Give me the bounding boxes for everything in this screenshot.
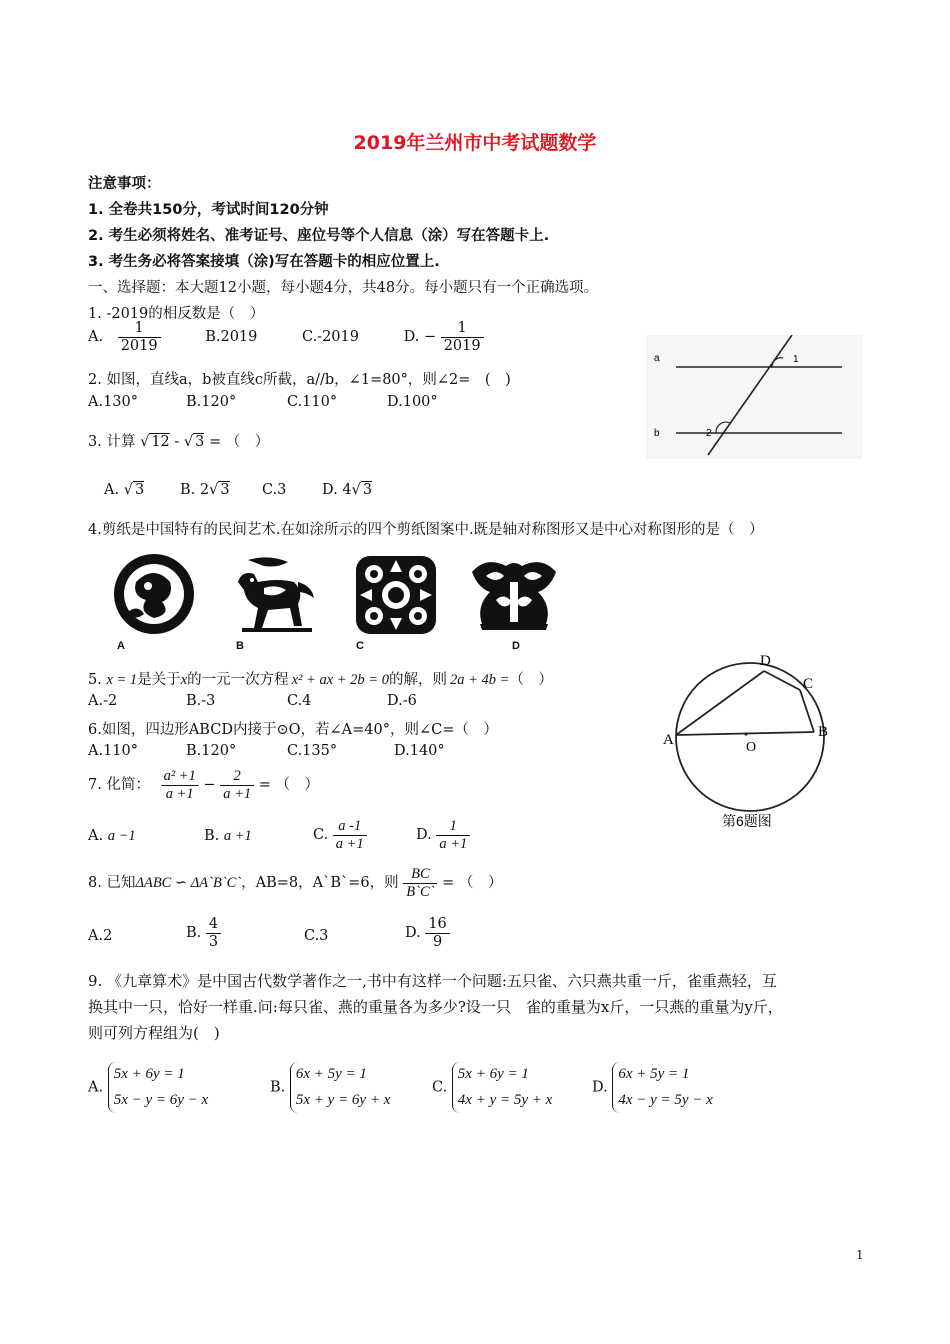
papercut-label-c: C: [356, 640, 364, 652]
q1-d-fraction: $\frac{1}{2019}$: [441, 320, 484, 354]
q1-option-d: D.: [403, 329, 420, 346]
point-label-d: D: [760, 653, 771, 669]
q1-option-a: A.: [88, 329, 104, 346]
q3-option-d: D. 4√ 3: [322, 482, 373, 498]
q1-option-c: C.-2019: [302, 329, 359, 346]
label-angle-1: 1: [793, 354, 799, 365]
papercut-a-image: [108, 552, 200, 638]
circle-o: [676, 663, 824, 811]
q2-option-a: A.130°: [88, 394, 139, 410]
q2-stem: 2. 如图，直线a，b被直线c所截，a//b，∠1=80°，则∠2= ( ): [88, 372, 511, 388]
q5-option-d: D.-6: [387, 693, 417, 709]
q9-option-a: A. 5x + 6y = 1 5x − y = 6y − x: [88, 1062, 208, 1113]
papercut-d-image: [466, 552, 562, 638]
note-item-1: 1. 全卷共150分，考试时间120分钟: [88, 202, 329, 218]
q2-option-c: C.110°: [287, 394, 338, 410]
q1-a-fraction: $\frac{1}{2019}$: [118, 320, 161, 354]
q8-option-d: D. $\frac{16}{9}$: [405, 916, 450, 950]
q1-options: A. $\frac{1}{2019}$ B.2019 C.-2019 D. − $\frac{1}{2019}$: [88, 320, 484, 354]
q5-option-c: C.4: [287, 693, 312, 709]
q4-stem: 4.剪纸是中国特有的民间艺术.在如涂所示的四个剪纸图案中.既是轴对称图形又是中心对称图形的是（ ）: [88, 522, 764, 538]
note-item-3: 3. 考生务必将答案接填（涂)写在答题卡的相应位置上.: [88, 254, 440, 270]
q6-option-d: D.140°: [394, 743, 445, 759]
point-label-a: A: [663, 732, 674, 748]
q7-option-b: B. a +1: [204, 828, 252, 844]
q5-option-b: B.-3: [186, 693, 216, 709]
q6-stem: 6.如图，四边形ABCD内接于⊙O，若∠A=40°，则∠C=（ ）: [88, 722, 498, 738]
q9-line-2: 换其中一只，恰好一样重.问:每只雀、燕的重量各为多少?设一只 雀的重量为x斤，一只燕的重量为y斤，: [88, 998, 783, 1016]
q5-stem: 5. x = 1是关于x的一元一次方程 x² + ax + 2b = 0的解，则 2a + 4b =（ ）: [88, 672, 553, 688]
page-number: 1: [856, 1248, 864, 1262]
label-angle-2: 2: [706, 428, 712, 439]
center-o: [744, 732, 747, 735]
q2-option-d: D.100°: [387, 394, 438, 410]
papercut-label-a: A: [117, 640, 125, 652]
q1-stem: 1. -2019的相反数是（ ）: [88, 306, 265, 322]
q7-stem: 7. 化简： $\frac{\text{a² +1}}{a +1}$ − $\frac{2}{a +1}$ = （ ）: [88, 768, 319, 802]
q3-stem: 3. 计算 √ 12 - √ 3 = （ ）: [88, 434, 270, 450]
q8-option-c: C.3: [304, 928, 329, 944]
label-b: b: [654, 428, 660, 439]
q2-option-b: B.120°: [186, 394, 237, 410]
q8-option-a: A.2: [88, 928, 113, 944]
note-item-2: 2. 考生必须将姓名、准考证号、座位号等个人信息（涂）写在答题卡上.: [88, 228, 550, 244]
section-heading: 一、选择题：本大题12小题，每小题4分，共48分。每小题只有一个正确选项。: [88, 280, 599, 296]
papercut-b-image: [228, 552, 320, 638]
q7-option-d: D. $\frac{1}{a +1}$: [416, 818, 470, 852]
q8-option-b: B. $\frac{4}{3}$: [186, 916, 221, 950]
q9-line-1: 9. 《九章算术》是中国古代数学著作之一,书中有这样一个问题:五只雀、六只燕共重一斤，雀重燕轻，互: [88, 972, 777, 990]
figure-caption: 第6题图: [722, 813, 772, 829]
q7-option-c: C. $\frac{a -1}{a +1}$: [313, 818, 367, 852]
q2-figure: [646, 335, 862, 459]
q9-option-c: C. 5x + 6y = 1 4x + y = 5y + x: [432, 1062, 552, 1113]
point-label-b: B: [818, 724, 829, 740]
q6-option-c: C.135°: [287, 743, 338, 759]
point-label-o: O: [746, 740, 757, 755]
papercut-label-d: D: [512, 640, 520, 652]
page-title: 2019年兰州市中考试题数学: [353, 132, 597, 154]
q6-option-b: B.120°: [186, 743, 237, 759]
chord-dc: [764, 671, 800, 690]
q1-option-b: B.2019: [205, 329, 258, 346]
q6-figure: [662, 650, 842, 832]
q3-option-b: B. 2√ 3: [180, 482, 230, 498]
papercut-label-b: B: [236, 640, 244, 652]
chord-ad: [676, 671, 764, 735]
q8-stem: 8. 已知ΔABC ∽ ΔA`B`C`，AB=8，A`B`=6，则 $\frac{BC}{B`C`}$ = （ ）: [88, 866, 503, 900]
q9-option-d: D. 6x + 5y = 1 4x − y = 5y − x: [592, 1062, 713, 1113]
q5-option-a: A.-2: [88, 693, 118, 709]
label-a: a: [654, 353, 660, 364]
q3-option-a: A. √ 3: [104, 482, 145, 498]
q3-option-c: C.3: [262, 482, 287, 498]
q9-line-3: 则可列方程组为( ): [88, 1024, 220, 1042]
q9-option-b: B. 6x + 5y = 1 5x + y = 6y + x: [270, 1062, 390, 1113]
papercut-c-image: [350, 552, 442, 638]
point-label-c: C: [803, 676, 814, 692]
q2-figure-background: [646, 335, 862, 459]
q7-option-a: A. a −1: [88, 828, 136, 844]
notes-heading: 注意事项：: [88, 176, 161, 192]
q6-option-a: A.110°: [88, 743, 139, 759]
